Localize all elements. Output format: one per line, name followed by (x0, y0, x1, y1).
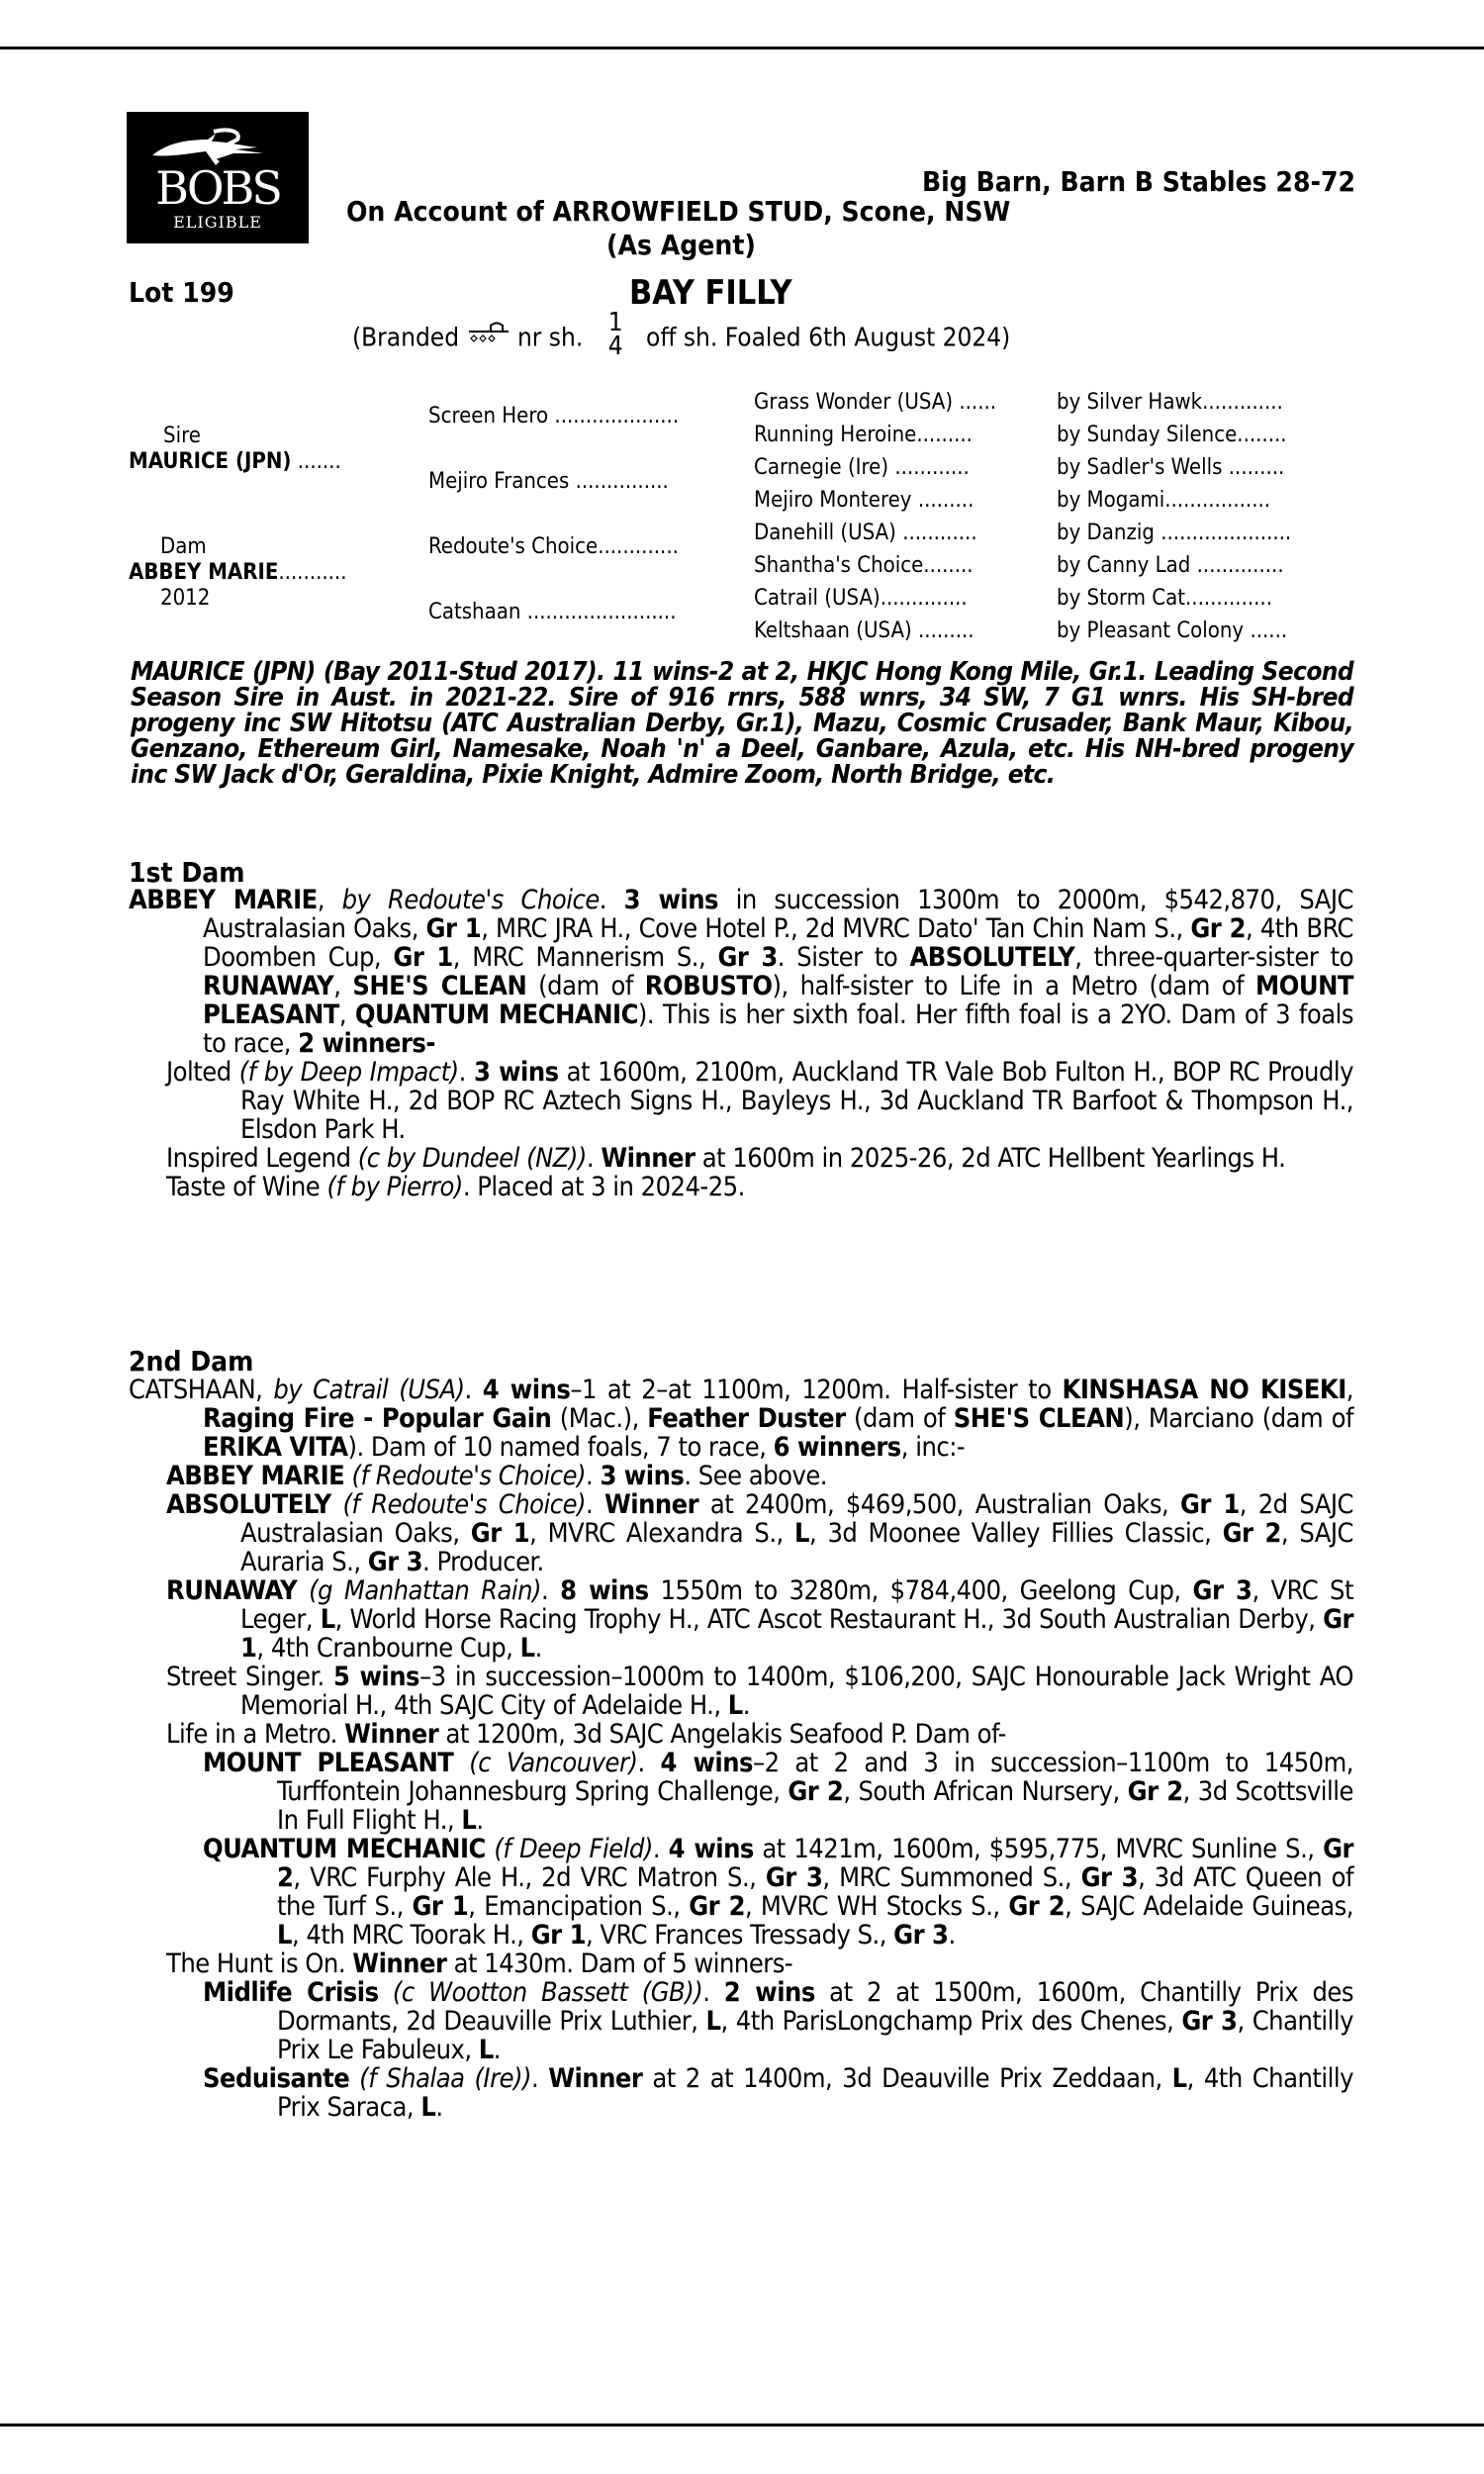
entry-text: , VRC Furphy Ale H., 2d VRC Matron S., (293, 1862, 766, 1893)
pedigree-entry (166, 1462, 1353, 1490)
gen4-name: by Silver Hawk (1057, 390, 1203, 415)
entry-text (453, 1748, 469, 1778)
gen2-dots: ............... (575, 469, 669, 494)
entry-text: Gr 3 (1181, 2006, 1238, 2037)
pedigree-entry (203, 1978, 1353, 2064)
entry-text: (c by Dundeel (NZ)) (357, 1143, 587, 1174)
fraction-numerator: 1 (607, 308, 623, 337)
sire-summary: MAURICE (JPN) (Bay 2011-Stud 2017). 11 wins-2 at 2, HKJC Hong Kong Mile, Gr.1. Leading Second Season Sire in Aust. in 2021-22. Sire of 916 rnrs, 588 wnrs, 34 SW, 7 G1 wnrs. His SH-bred progeny inc SW Hitotsu (ATC Australian Derby, Gr.1), Mazu, Cosmic Crusader, Bank Maur, Kibou, Genzano, Ethereum Girl, Namesake, Noah 'n' a Deel, Ganbare, Azula, etc. His NH-bred progeny inc SW Jack d'Or, Geraldina, Pixie Knight, Admire Zoom, North Bridge, etc. (131, 657, 1353, 790)
entry-text: 4 wins (668, 1834, 754, 1864)
pedigree-gen3-5 (754, 553, 974, 579)
entry-text: (f Redoute's Choice) (342, 1489, 586, 1520)
entry-text: at 2400m, $469,500, Australian Oaks, (698, 1489, 1180, 1520)
gen3-name: Mejiro Monterey (754, 488, 912, 513)
entry-text: at 1600m in 2025-26, 2d ATC Hellbent Yearlings H. (695, 1143, 1286, 1174)
entry-text: , South African Nursery, (843, 1776, 1128, 1807)
gen4-dots: ......... (1228, 455, 1285, 480)
entry-text: . (702, 1977, 724, 2008)
entry-text: Gr 3 (1080, 1862, 1139, 1893)
entry-text: at 2 at 1400m, 3d Deauville Prix Zeddaan, (642, 2063, 1172, 2094)
pedigree-gen3-3 (754, 488, 974, 514)
dam-name-text: ABBEY MARIE (129, 560, 279, 585)
pedigree-gen3-4 (754, 521, 977, 546)
gen3-name: Grass Wonder (USA) (754, 390, 954, 415)
gen4-name: by Storm Cat (1057, 586, 1186, 611)
entry-text: , SAJC Auraria S., (240, 1518, 1354, 1577)
entry-text: 3 wins (600, 1461, 685, 1491)
gen3-dots: .............. (880, 586, 968, 611)
entry-text: . (599, 885, 624, 915)
entry-text: Jolted (166, 1057, 239, 1088)
pedigree-entry (203, 1835, 1353, 1950)
entry-text: CATSHAAN, (129, 1375, 274, 1405)
fraction-denominator: 4 (607, 332, 623, 361)
entry-text: (f by Deep Impact) (238, 1057, 459, 1088)
entry-text: (dam of (526, 971, 645, 1001)
entry-text: Midlife Crisis (203, 1977, 379, 2008)
entry-text (331, 1489, 343, 1520)
entry-text: . Placed at 3 in 2024-25. (462, 1172, 745, 1202)
logo-text-eligible: ELIGIBLE (173, 213, 262, 232)
gen4-name: by Sunday Silence (1057, 423, 1238, 447)
gen3-name: Running Heroine (754, 423, 917, 447)
entry-text: . (586, 1461, 601, 1491)
entry-text: Taste of Wine (166, 1172, 327, 1202)
pedigree-entry (166, 1173, 1353, 1201)
pedigree-entry (166, 1058, 1353, 1144)
gen2-dots: ............. (598, 534, 679, 559)
pedigree-gen4-0 (1057, 390, 1283, 416)
entry-text: L (705, 2006, 721, 2037)
entry-text: , MRC Summoned S., (822, 1862, 1081, 1893)
pedigree-gen4-2 (1057, 455, 1284, 481)
entry-text: Street Singer. (166, 1662, 334, 1692)
top-rule (0, 47, 1484, 49)
entry-text (349, 2063, 359, 2094)
entry-text: Seduisante (203, 2063, 350, 2094)
pedigree-entry (203, 1749, 1353, 1835)
entry-text: . (534, 1633, 542, 1664)
gen3-dots: ...... (959, 390, 997, 415)
entry-text: ABBEY MARIE (166, 1461, 345, 1491)
gen4-dots: ...... (1250, 618, 1288, 643)
entry-text (344, 1461, 351, 1491)
entry-text (297, 1575, 309, 1606)
entry-text: . (948, 1920, 956, 1951)
entry-text: (f by Pierro) (326, 1172, 463, 1202)
entry-text: Gr 2 (277, 1834, 1353, 1893)
entry-text: , VRC St Leger, (240, 1575, 1353, 1635)
pedigree-gen3-2 (754, 455, 970, 481)
gen4-name: by Canny Lad (1057, 553, 1191, 578)
entry-text: 2 winners- (298, 1028, 435, 1059)
entry-text: , 4th MRC Toorak H., (291, 1920, 531, 1951)
entry-text: Gr 1 (470, 1518, 530, 1549)
entry-text: . (541, 1575, 561, 1606)
entry-text: . (530, 2063, 549, 2094)
entry-text: in succession 1300m to 2000m, $542,870, SAJC Australasian Oaks, (203, 885, 1353, 944)
pedigree-gen3-7 (754, 618, 974, 644)
second-dam-heading: 2nd Dam (129, 1345, 254, 1378)
entry-text: , (333, 971, 353, 1001)
entry-text: Gr 1 (393, 942, 453, 973)
entry-text: Inspired Legend (166, 1143, 358, 1174)
entry-text: ), half-sister to Life in a Metro (dam of (772, 971, 1256, 1001)
agent-note: (As Agent) (606, 229, 756, 261)
entry-text: –2 at 2 and 3 in succession–1100m to 1450m, Turffontein Johannesburg Spring Challenge, (277, 1748, 1353, 1807)
entry-text: 6 winners (773, 1432, 901, 1463)
dam-foal-year: 2012 (160, 586, 211, 611)
gen3-dots: ............ (894, 455, 970, 480)
gen4-dots: ........ (1237, 423, 1287, 447)
gen3-dots: ............ (902, 521, 977, 545)
entry-text: ABBEY MARIE (129, 885, 318, 915)
dam-name (129, 560, 347, 586)
entry-text: ABSOLUTELY (909, 942, 1075, 973)
entry-text: ERIKA VITA (203, 1432, 348, 1463)
entry-text: , MVRC WH Stocks S., (745, 1891, 1009, 1922)
entry-text: 4 wins (660, 1748, 753, 1778)
entry-text: SHE'S CLEAN (352, 971, 527, 1001)
entry-text: Winner (352, 1949, 447, 1979)
entry-text: Gr 1 (425, 913, 482, 944)
entry-text: Life in a Metro. (166, 1719, 345, 1750)
dam-label: Dam (160, 534, 207, 559)
sire-label: Sire (163, 424, 201, 448)
entry-text: , 3d ATC Queen of the Turf S., (277, 1862, 1353, 1922)
entry-text: ), Marciano (dam of (1124, 1403, 1353, 1434)
lot-number: Lot 199 (129, 276, 234, 309)
entry-text: , inc:- (900, 1432, 966, 1463)
entry-text: ). Dam of 10 named foals, 7 to race, (347, 1432, 774, 1463)
entry-text: , 4th BRC Doomben Cup, (203, 913, 1353, 973)
entry-text: L (461, 1805, 477, 1836)
entry-text: . (637, 1748, 661, 1778)
entry-text: Gr 1 (240, 1604, 1353, 1664)
gen2-dots: .................... (554, 404, 680, 428)
entry-text: Gr 3 (893, 1920, 949, 1951)
entry-text: . Sister to (777, 942, 910, 973)
pedigree-gen2-1 (428, 469, 737, 495)
pedigree-entry (166, 1490, 1353, 1576)
gen2-name: Screen Hero (428, 404, 549, 428)
entry-text: MOUNT PLEASANT (203, 1748, 454, 1778)
entry-text: , 2d SAJC Australasian Oaks, (240, 1489, 1353, 1549)
entry-text: QUANTUM MECHANIC (203, 1834, 486, 1864)
pedigree-gen4-1 (1057, 423, 1287, 448)
pedigree-entry (129, 1376, 1353, 1462)
gen2-name: Mejiro Frances (428, 469, 570, 494)
brand-mark-icon (467, 320, 510, 349)
entry-text: Gr 2 (1222, 1518, 1281, 1549)
entry-text: . (652, 1834, 669, 1864)
gen3-name: Shantha's Choice (754, 553, 924, 578)
entry-text: Gr 3 (1192, 1575, 1252, 1606)
entry-text: SHE'S CLEAN (953, 1403, 1125, 1434)
entry-text: Gr 2 (1008, 1891, 1066, 1922)
gen3-dots: ......... (917, 488, 974, 513)
pedigree-gen4-6 (1057, 586, 1272, 612)
entry-text: 4 wins (482, 1375, 571, 1405)
brand-suffix: off sh. Foaled 6th August 2024) (646, 323, 1011, 353)
entry-text: , (1345, 1375, 1354, 1405)
entry-text: by Catrail (USA) (273, 1375, 465, 1405)
entry-text: . (586, 1143, 602, 1174)
sire-name (129, 449, 341, 475)
entry-text: , 4th ParisLongchamp Prix des Chenes, (720, 2006, 1182, 2037)
entry-text: , 3d Moonee Valley Fillies Classic, (808, 1518, 1223, 1549)
entry-text: Winner (548, 2063, 643, 2094)
gen4-name: by Sadler's Wells (1057, 455, 1223, 480)
entry-text: at 1200m, 3d SAJC Angelakis Seafood P. Dam of- (438, 1719, 1006, 1750)
entry-text: , three-quarter-sister to (1074, 942, 1353, 973)
entry-text: L (420, 2092, 436, 2123)
entry-text: 3 wins (623, 885, 718, 915)
entry-text: 3 wins (473, 1057, 559, 1088)
brand-mid: nr sh. (516, 323, 584, 353)
entry-text: MOUNT PLEASANT (203, 971, 1353, 1030)
entry-text: , 4th Cranbourne Cup, (256, 1633, 520, 1664)
entry-text (379, 1977, 393, 2008)
entry-text: . Producer. (422, 1547, 544, 1577)
gen4-dots: ................. (1164, 488, 1271, 513)
entry-text: L (320, 1604, 335, 1635)
gen3-name: Catrail (USA) (754, 586, 881, 611)
pedigree-entry (166, 1144, 1353, 1173)
sire-name-text: MAURICE (JPN) (129, 449, 292, 474)
entry-text: –1 at 2–at 1100m, 1200m. Half-sister to (570, 1375, 1063, 1405)
entry-text: L (478, 2035, 494, 2065)
entry-text: L (794, 1518, 809, 1549)
entry-text: 2 wins (723, 1977, 815, 2008)
pedigree-entry (166, 1950, 1353, 1978)
entry-text: ABSOLUTELY (166, 1489, 331, 1520)
entry-text: , VRC Frances Tressady S., (585, 1920, 894, 1951)
brand-fraction (607, 308, 623, 361)
entry-text: at 1421m, 1600m, $595,775, MVRC Sunline S., (753, 1834, 1324, 1864)
entry-text: at 1430m. Dam of 5 winners- (446, 1949, 793, 1979)
entry-text: L (519, 1633, 535, 1664)
entry-text: , 3d Scottsville In Full Flight H., (277, 1776, 1354, 1836)
pedigree-gen2-3 (428, 600, 737, 625)
entry-text: (dam of (845, 1403, 954, 1434)
gen3-name: Danehill (USA) (754, 521, 896, 545)
pedigree-gen3-0 (754, 390, 996, 416)
pedigree-gen4-7 (1057, 618, 1287, 644)
entry-text: at 1600m, 2100m, Auckland TR Vale Bob Fulton H., BOP RC Proudly Ray White H., 2d BOP RC Aztech Signs H., Bayleys H., 3d Auckland TR Barfoot & Thompson H., Elsdon Park H. (240, 1057, 1353, 1145)
gen2-name: Catshaan (428, 600, 521, 624)
first-dam-heading: 1st Dam (129, 856, 245, 889)
entry-text: , (317, 885, 342, 915)
gen4-name: by Danzig (1057, 521, 1155, 545)
entry-text: (c Wootton Bassett (GB)) (392, 1977, 703, 2008)
gen3-dots: ........ (923, 553, 974, 578)
entry-text: , MRC JRA H., Cove Hotel P., 2d MVRC Dato' Tan Chin Nam S., (481, 913, 1191, 944)
gen2-dots: ........................ (526, 600, 677, 624)
bottom-rule (0, 2424, 1484, 2426)
entry-text: L (727, 1690, 743, 1721)
entry-text: (f Redoute's Choice) (351, 1461, 587, 1491)
sire-dots: ....... (297, 449, 341, 474)
entry-text: (f Shalaa (Ire)) (359, 2063, 531, 2094)
entry-text: . (435, 2092, 443, 2123)
entry-text: (f Deep Field) (494, 1834, 653, 1864)
pedigree-gen3-1 (754, 423, 973, 448)
brand-prefix: (Branded (352, 323, 460, 353)
entry-text: L (1171, 2063, 1187, 2094)
gen3-name: Keltshaan (USA) (754, 618, 912, 643)
pedigree-gen4-5 (1057, 553, 1284, 579)
entry-text: . See above. (684, 1461, 827, 1491)
entry-text: , (338, 999, 355, 1030)
entry-text: Gr 2 (689, 1891, 745, 1922)
pedigree-entry (166, 1663, 1353, 1720)
entry-text: , Chantilly Prix Le Fabuleux, (277, 2006, 1353, 2065)
gen3-name: Carnegie (Ire) (754, 455, 889, 480)
entry-text: . (476, 1805, 484, 1836)
pedigree-gen2-0 (428, 404, 737, 429)
brand-description (352, 308, 1011, 362)
entry-text: Gr 3 (765, 1862, 823, 1893)
entry-text: Gr 2 (1190, 913, 1247, 944)
entry-text: , MRC Mannerism S., (452, 942, 718, 973)
entry-text: Gr 3 (717, 942, 778, 973)
pedigree-entry (203, 2064, 1353, 2122)
entry-text: , MVRC Alexandra S., (529, 1518, 794, 1549)
entry-text: by Redoute's Choice (341, 885, 600, 915)
entry-text: ). This is her sixth foal. Her fifth foal is a 2YO. Dam of 3 foals to race, (203, 999, 1353, 1059)
entry-text: 5 wins (333, 1662, 419, 1692)
entry-text: . (493, 2035, 501, 2065)
pedigree-gen4-3 (1057, 488, 1270, 514)
entry-text: QUANTUM MECHANIC (354, 999, 638, 1030)
entry-text: (c Vancouver) (469, 1748, 638, 1778)
entry-text: Winner (603, 1489, 699, 1520)
entry-text: Raging Fire - Popular Gain (203, 1403, 552, 1434)
logo-text-bobs: BOBS (155, 161, 280, 215)
dam-dots: ........... (278, 560, 347, 585)
entry-text: (Mac.), (551, 1403, 648, 1434)
pedigree-gen3-6 (754, 586, 968, 612)
entry-text: , Emancipation S., (468, 1891, 690, 1922)
entry-text: at 2 at 1500m, 1600m, Chantilly Prix des Dormants, 2d Deauville Prix Luthier, (277, 1977, 1353, 2037)
stable-location: Big Barn, Barn B Stables 28-72 (921, 165, 1355, 198)
entry-text: 8 wins (560, 1575, 649, 1606)
entry-text: . (742, 1690, 750, 1721)
entry-text: ROBUSTO (644, 971, 773, 1001)
pedigree-gen4-4 (1057, 521, 1291, 546)
entry-text: Gr 3 (367, 1547, 423, 1577)
entry-text: Gr 1 (530, 1920, 586, 1951)
lot-title: BAY FILLY (629, 273, 792, 313)
gen4-dots: .............. (1185, 586, 1272, 611)
entry-text: Winner (601, 1143, 696, 1174)
entry-text: RUNAWAY (203, 971, 334, 1001)
entry-text: Feather Duster (647, 1403, 846, 1434)
gen3-dots: ......... (918, 618, 974, 643)
vendor: On Account of ARROWFIELD STUD, Scone, NSW (346, 195, 1011, 228)
bobs-eligible-logo (127, 112, 309, 243)
gen4-name: by Pleasant Colony (1057, 618, 1245, 643)
entry-text: RUNAWAY (166, 1575, 298, 1606)
pedigree-entry (129, 886, 1353, 1058)
gen4-name: by Mogami (1057, 488, 1165, 513)
entry-text: KINSHASA NO KISEKI (1062, 1375, 1346, 1405)
pedigree-entry (166, 1576, 1353, 1663)
entry-text: Gr 2 (1127, 1776, 1183, 1807)
entry-text: Gr 2 (788, 1776, 844, 1807)
entry-text: . (586, 1489, 604, 1520)
entry-text: Winner (344, 1719, 439, 1750)
entry-text: (g Manhattan Rain) (309, 1575, 542, 1606)
pedigree-gen2-2 (428, 534, 737, 560)
entry-text: , World Horse Racing Trophy H., ATC Ascot Restaurant H., 3d South Australian Derby, (334, 1604, 1324, 1635)
entry-text: Gr 1 (1179, 1489, 1240, 1520)
entry-text: , 4th Chantilly Prix Saraca, (277, 2063, 1353, 2123)
entry-text: The Hunt is On. (166, 1949, 353, 1979)
gen4-dots: .............. (1196, 553, 1284, 578)
gen2-name: Redoute's Choice (428, 534, 599, 559)
gen3-dots: ......... (916, 423, 973, 447)
pedigree-entry (166, 1720, 1353, 1749)
entry-text: –3 in succession–1000m to 1400m, $106,200, SAJC Honourable Jack Wright AO Memorial H., 4th SAJC City of Adelaide H., (240, 1662, 1353, 1721)
gen4-dots: ..................... (1160, 521, 1292, 545)
entry-text: . (458, 1057, 474, 1088)
entry-text: L (277, 1920, 292, 1951)
entry-text: . (464, 1375, 483, 1405)
entry-text: , SAJC Adelaide Guineas, (1065, 1891, 1353, 1922)
gen4-dots: ............. (1202, 390, 1283, 415)
entry-text: Gr 1 (412, 1891, 469, 1922)
entry-text: 1550m to 3280m, $784,400, Geelong Cup, (648, 1575, 1193, 1606)
